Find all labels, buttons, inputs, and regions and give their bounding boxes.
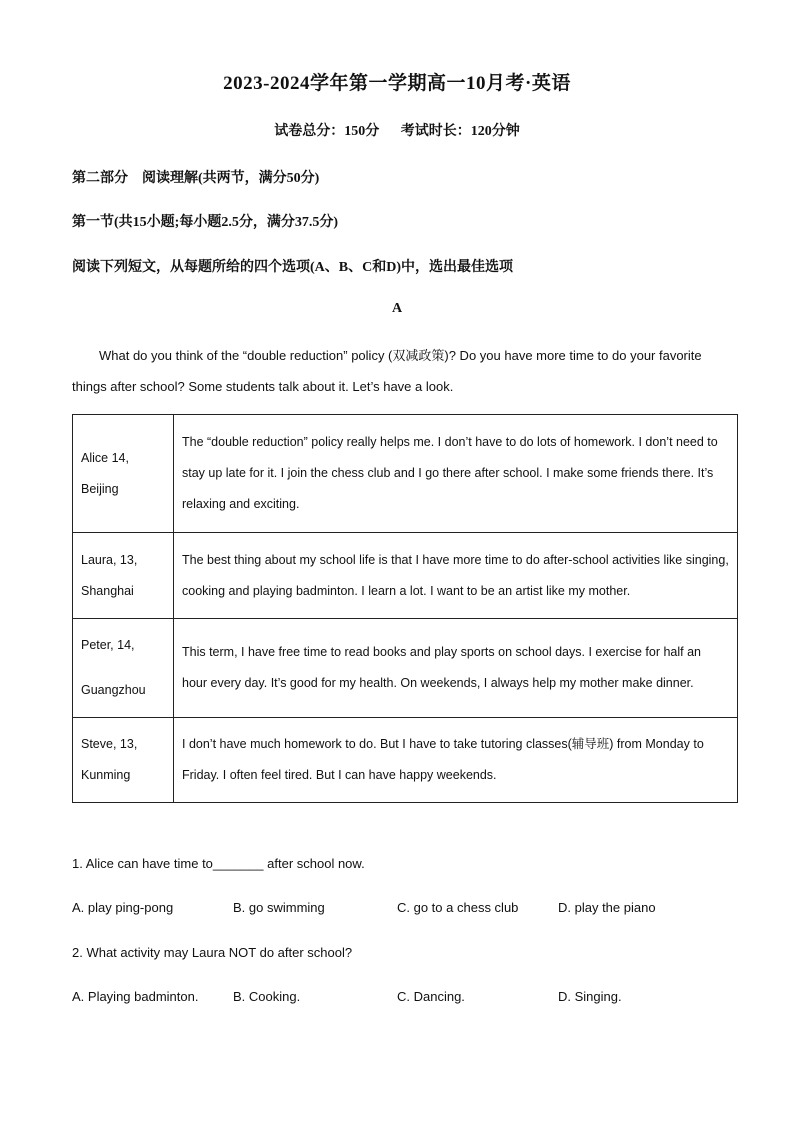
exam-info — [0, 120, 794, 140]
opinions-table — [72, 414, 738, 803]
student-comment: The best thing about my school life is that I have more time to do after-school activities like singing, cooking and playing badminton. I learn a lot. I want to be an artist like my mother. — [174, 533, 738, 619]
student-city: Shanghai — [81, 583, 134, 598]
question-1: 1. Alice can have time to_______ after school now. — [72, 856, 365, 871]
student-cell — [73, 718, 174, 803]
student-name: Laura, 13, — [81, 552, 138, 567]
passage-label: A — [391, 301, 403, 316]
student-name: Steve, 13, — [81, 737, 138, 751]
table-row — [73, 619, 738, 718]
section-heading: 第一节(共15小题;每小题2.5分，满分37.5分) — [72, 215, 338, 230]
student-city: Beijing — [81, 481, 119, 496]
student-name: Peter, 14, — [81, 638, 135, 652]
student-cell — [73, 619, 174, 718]
student-cell — [73, 415, 174, 533]
student-comment: The “double reduction” policy really helps me. I don’t have to do lots of homework. I don’t need to stay up late for it. I join the chess club and I go there after school. I make some friends there. It’s relaxing and exciting. — [174, 415, 738, 533]
option-c[interactable]: C. go to a chess club — [397, 900, 519, 915]
student-comment: I don’t have much homework to do. But I have to take tutoring classes(辅导班) from Monday to Friday. I often feel tired. But I can have happy weekends. — [174, 718, 738, 803]
option-b[interactable]: B. go swimming — [233, 900, 325, 915]
passage-intro: What do you think of the “double reduction” policy (双减政策)? Do you have more time to do your favorite things after school? Some students talk about it. Let’s have a look. — [72, 348, 702, 394]
option-d[interactable]: D. play the piano — [558, 900, 656, 915]
exam-duration: 考试时长：120分钟 — [400, 124, 520, 139]
option-c[interactable]: C. Dancing. — [397, 989, 465, 1004]
question-2: 2. What activity may Laura NOT do after school? — [72, 945, 353, 960]
total-score: 试卷总分：150分 — [274, 124, 380, 139]
instruction: 阅读下列短文，从每题所给的四个选项(A、B、C和D)中，选出最佳选项 — [72, 260, 513, 275]
page-title: 2023-2024学年第一学期高一10月考·英语 — [223, 73, 571, 94]
student-name: Alice 14, — [81, 450, 129, 465]
table-row — [73, 533, 738, 619]
option-b[interactable]: B. Cooking. — [233, 989, 301, 1004]
part-heading: 第二部分 阅读理解(共两节，满分50分) — [72, 171, 320, 186]
option-d[interactable]: D. Singing. — [558, 989, 622, 1004]
student-cell — [73, 533, 174, 619]
student-city: Kunming — [81, 768, 131, 782]
student-city: Guangzhou — [81, 683, 146, 697]
table-row — [73, 415, 738, 533]
option-a[interactable]: A. Playing badminton. — [72, 989, 199, 1004]
table-row — [73, 718, 738, 803]
option-a[interactable]: A. play ping-pong — [72, 900, 174, 915]
student-comment: This term, I have free time to read books and play sports on school days. I exercise for half an hour every day. It’s good for my health. On weekends, I always help my mother make dinner. — [174, 619, 738, 718]
